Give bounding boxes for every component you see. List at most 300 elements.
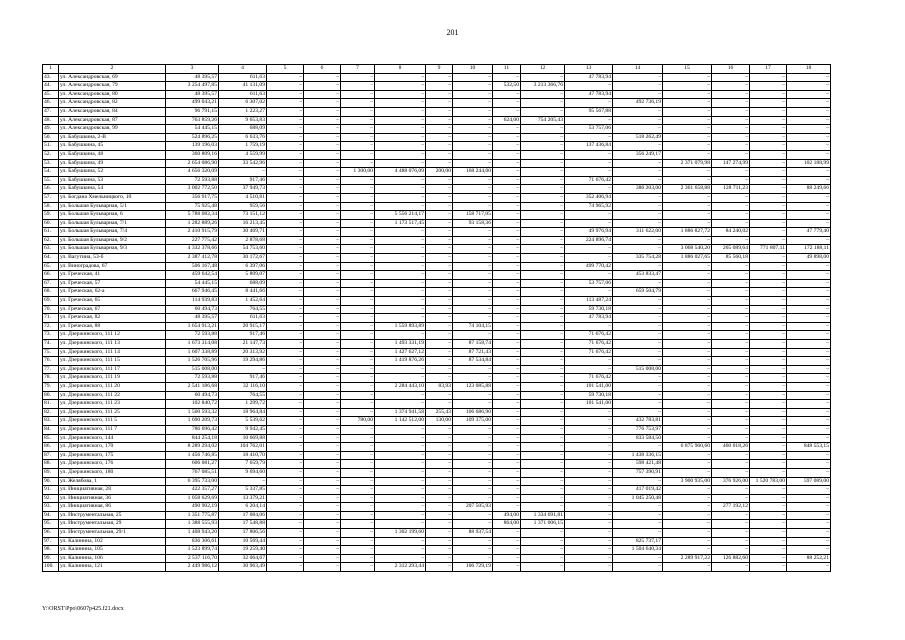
amount-cell: – [304, 357, 341, 366]
amount-cell: – [453, 99, 493, 108]
amount-cell: 32 064,67 [219, 554, 267, 563]
amount-cell: – [375, 176, 426, 185]
row-number-cell: 59. [43, 211, 59, 220]
amount-cell: – [341, 546, 375, 555]
amount-cell: 1 173 517,45 [375, 219, 426, 228]
amount-cell: – [267, 90, 304, 99]
row-number-cell: 57. [43, 193, 59, 202]
amount-cell: – [712, 486, 750, 495]
amount-cell: 1 408 943,20 [166, 529, 219, 538]
amount-cell: – [750, 520, 787, 529]
amount-cell: – [375, 365, 426, 374]
amount-cell: – [426, 142, 453, 151]
amount-cell: – [341, 288, 375, 297]
amount-cell: – [267, 297, 304, 306]
amount-cell: 492 736,19 [613, 99, 663, 108]
amount-cell: – [375, 451, 426, 460]
amount-cell: – [375, 331, 426, 340]
address-cell: ул. Бабушкина, 54 [59, 185, 166, 194]
amount-cell: – [521, 159, 565, 168]
table-row [43, 73, 831, 82]
amount-cell: – [565, 82, 613, 91]
amount-cell: – [613, 193, 663, 202]
amount-cell: – [493, 193, 521, 202]
column-number: 5 [267, 65, 304, 74]
row-number-cell: 99. [43, 554, 59, 563]
amount-cell: – [565, 477, 613, 486]
amount-cell: 1 673 314,08 [166, 340, 219, 349]
amount-cell: 265 089,64 [712, 245, 750, 254]
amount-cell: – [304, 271, 341, 280]
amount-cell: – [267, 477, 304, 486]
address-cell: ул. Дзержинского, 111 7 [59, 425, 166, 434]
amount-cell: – [663, 340, 712, 349]
amount-cell: – [493, 305, 521, 314]
amount-cell: – [375, 546, 426, 555]
amount-cell: – [663, 331, 712, 340]
amount-cell: – [493, 348, 521, 357]
amount-cell: 6 875 960,60 [663, 443, 712, 452]
amount-cell: 18 964,84 [219, 408, 267, 417]
amount-cell: – [375, 236, 426, 245]
amount-cell: – [663, 82, 712, 91]
amount-cell: – [750, 168, 787, 177]
amount-cell: – [453, 176, 493, 185]
amount-cell: – [426, 99, 453, 108]
amount-cell: – [787, 211, 831, 220]
amount-cell: – [565, 408, 613, 417]
amount-cell: – [375, 82, 426, 91]
amount-cell: – [565, 503, 613, 512]
amount-cell: – [493, 271, 521, 280]
amount-cell: – [375, 107, 426, 116]
amount-cell: 102 188,99 [787, 159, 831, 168]
amount-cell: – [712, 537, 750, 546]
amount-cell: – [712, 391, 750, 400]
amount-cell: – [341, 99, 375, 108]
amount-cell: – [453, 228, 493, 237]
amount-cell: – [304, 142, 341, 151]
amount-cell: – [787, 417, 831, 426]
amount-cell: – [663, 219, 712, 228]
address-cell: ул. Большая Бульварная, 6 [59, 211, 166, 220]
amount-cell: 20 915,17 [219, 322, 267, 331]
amount-cell: – [341, 520, 375, 529]
amount-cell: – [787, 425, 831, 434]
amount-cell: – [565, 168, 613, 177]
address-cell: ул. Инструментальная, 29 [59, 520, 166, 529]
amount-cell: – [521, 150, 565, 159]
row-number-cell: 66. [43, 271, 59, 280]
amount-cell: – [341, 529, 375, 538]
amount-cell: – [750, 451, 787, 460]
amount-cell: – [750, 365, 787, 374]
amount-cell: 47 783,94 [565, 73, 613, 82]
amount-cell: – [750, 511, 787, 520]
amount-cell: 95 567,88 [565, 107, 613, 116]
amount-cell: – [493, 219, 521, 228]
amount-cell: – [426, 503, 453, 512]
amount-cell: – [613, 176, 663, 185]
amount-cell: – [787, 219, 831, 228]
amount-cell: 72 593,88 [166, 331, 219, 340]
amount-cell: – [453, 443, 493, 452]
amount-cell: 2 387 412,78 [166, 254, 219, 263]
row-number-cell: 68. [43, 288, 59, 297]
amount-cell: – [267, 425, 304, 434]
amount-cell: – [453, 520, 493, 529]
amount-cell: – [613, 279, 663, 288]
amount-cell: – [663, 271, 712, 280]
amount-cell: – [341, 159, 375, 168]
amount-cell: – [493, 202, 521, 211]
amount-cell: – [304, 408, 341, 417]
amount-cell: – [375, 297, 426, 306]
row-number-cell: 98. [43, 546, 59, 555]
address-cell: ул. Греческая, 65 [59, 297, 166, 306]
amount-cell: – [787, 279, 831, 288]
amount-cell: – [565, 219, 613, 228]
amount-cell: – [304, 546, 341, 555]
amount-cell: – [426, 468, 453, 477]
amount-cell: – [426, 107, 453, 116]
amount-cell: – [304, 288, 341, 297]
amount-cell: 2 289 917,22 [663, 554, 712, 563]
table-row [43, 520, 831, 529]
amount-cell: – [750, 417, 787, 426]
amount-cell: 780,00 [341, 417, 375, 426]
amount-cell: – [493, 382, 521, 391]
amount-cell: – [521, 357, 565, 366]
amount-cell: – [521, 90, 565, 99]
address-cell: ул. Желябова, 1 [59, 477, 166, 486]
table-row [43, 460, 831, 469]
table-row [43, 537, 831, 546]
amount-cell: – [267, 554, 304, 563]
amount-cell: – [267, 82, 304, 91]
amount-cell: 7 659,79 [219, 460, 267, 469]
table-row [43, 511, 831, 520]
amount-cell: 490 902,19 [166, 503, 219, 512]
amount-cell: – [663, 90, 712, 99]
amount-cell: – [750, 193, 787, 202]
amount-cell: – [453, 271, 493, 280]
amount-cell: 49 976,94 [565, 228, 613, 237]
row-number-cell: 63. [43, 245, 59, 254]
amount-cell: – [304, 451, 341, 460]
amount-cell: – [375, 133, 426, 142]
amount-cell: – [613, 331, 663, 340]
amount-cell: – [341, 133, 375, 142]
amount-cell: – [375, 125, 426, 134]
amount-cell: – [663, 322, 712, 331]
amount-cell: – [663, 468, 712, 477]
amount-cell: – [521, 142, 565, 151]
column-number: 3 [166, 65, 219, 74]
amount-cell: – [493, 537, 521, 546]
amount-cell: – [267, 150, 304, 159]
amount-cell: – [453, 331, 493, 340]
amount-cell: – [426, 279, 453, 288]
table-row [43, 374, 831, 383]
row-number-cell: 55. [43, 176, 59, 185]
amount-cell: – [787, 297, 831, 306]
amount-cell: 848 553,15 [787, 443, 831, 452]
amount-cell: – [304, 314, 341, 323]
amount-cell: 87 534,84 [453, 357, 493, 366]
amount-cell: – [493, 211, 521, 220]
amount-cell: – [712, 314, 750, 323]
amount-cell: – [565, 443, 613, 452]
amount-cell: 30 469,71 [219, 228, 267, 237]
row-number-cell: 72. [43, 322, 59, 331]
amount-cell: – [712, 563, 750, 572]
amount-cell: – [304, 322, 341, 331]
amount-cell: – [663, 391, 712, 400]
amount-cell: – [613, 82, 663, 91]
amount-cell: – [426, 150, 453, 159]
amount-cell: – [663, 288, 712, 297]
amount-cell: – [712, 133, 750, 142]
amount-cell: – [663, 279, 712, 288]
amount-cell: – [750, 262, 787, 271]
amount-cell: 5 539,62 [219, 417, 267, 426]
amount-cell: – [267, 357, 304, 366]
amount-cell: 1 452,64 [219, 297, 267, 306]
amount-cell: – [267, 245, 304, 254]
amount-cell: – [787, 503, 831, 512]
amount-cell: – [453, 279, 493, 288]
row-number-cell: 82. [43, 408, 59, 417]
table-row [43, 142, 831, 151]
amount-cell: – [375, 202, 426, 211]
amount-cell: – [453, 142, 493, 151]
row-number-cell: 92. [43, 494, 59, 503]
amount-cell: – [375, 193, 426, 202]
amount-cell: – [453, 193, 493, 202]
amount-cell: 1 559 893,89 [375, 322, 426, 331]
amount-cell: 417 019,42 [613, 486, 663, 495]
amount-cell: – [341, 314, 375, 323]
amount-cell: – [375, 305, 426, 314]
amount-cell: – [267, 159, 304, 168]
amount-cell: – [341, 322, 375, 331]
amount-cell: – [787, 176, 831, 185]
amount-cell: 2 541 186,68 [166, 382, 219, 391]
amount-cell: – [712, 150, 750, 159]
amount-cell: – [304, 468, 341, 477]
table-row [43, 425, 831, 434]
amount-cell: – [267, 176, 304, 185]
amount-cell: 499 770,42 [565, 262, 613, 271]
amount-cell: – [267, 133, 304, 142]
amount-cell: 4 488 076,09 [375, 168, 426, 177]
address-cell: ул. Инструментальная, 25 [59, 511, 166, 520]
amount-cell: 13 379,21 [219, 494, 267, 503]
amount-cell: – [663, 348, 712, 357]
amount-cell: – [750, 486, 787, 495]
amount-cell: – [663, 116, 712, 125]
amount-cell: – [426, 348, 453, 357]
address-cell: ул. Дзержинского, 111 20 [59, 382, 166, 391]
amount-cell: – [787, 434, 831, 443]
amount-cell: – [304, 150, 341, 159]
amount-cell: – [375, 90, 426, 99]
amount-cell: – [663, 142, 712, 151]
amount-cell: 6 633,76 [219, 133, 267, 142]
amount-cell: – [712, 305, 750, 314]
amount-cell: 37 949,73 [219, 185, 267, 194]
table-row [43, 494, 831, 503]
amount-cell: – [521, 262, 565, 271]
amount-cell: – [750, 322, 787, 331]
amount-cell: – [267, 443, 304, 452]
amount-cell: – [750, 219, 787, 228]
amount-cell: – [267, 236, 304, 245]
amount-cell: – [750, 185, 787, 194]
amount-cell: – [453, 159, 493, 168]
amount-cell: 917,46 [219, 374, 267, 383]
amount-cell: 1 493 331,19 [375, 340, 426, 349]
amount-cell: – [712, 73, 750, 82]
address-cell: ул. Греческая, 41 [59, 271, 166, 280]
amount-cell: – [613, 236, 663, 245]
amount-cell: – [267, 262, 304, 271]
amount-cell: 3 254 497,85 [166, 82, 219, 91]
amount-cell: – [453, 494, 493, 503]
amount-cell: 47 783,94 [565, 90, 613, 99]
amount-cell: 200,00 [426, 168, 453, 177]
amount-cell: – [304, 99, 341, 108]
amount-cell: – [613, 408, 663, 417]
amount-cell: – [426, 271, 453, 280]
amount-cell: – [375, 554, 426, 563]
amount-cell: 9 942,45 [219, 425, 267, 434]
amount-cell: – [613, 245, 663, 254]
amount-cell: – [341, 245, 375, 254]
amount-cell: – [375, 279, 426, 288]
amount-cell: – [493, 279, 521, 288]
amount-cell: 48 395,57 [166, 90, 219, 99]
amount-cell: 30 172,67 [219, 254, 267, 263]
amount-cell: – [663, 202, 712, 211]
amount-cell: 106 686,90 [453, 408, 493, 417]
amount-cell: – [787, 288, 831, 297]
amount-cell: – [341, 400, 375, 409]
amount-cell: – [341, 150, 375, 159]
amount-cell: 1 504 640,34 [613, 546, 663, 555]
amount-cell: 3 068 540,20 [663, 245, 712, 254]
amount-cell: – [521, 434, 565, 443]
amount-cell: – [787, 90, 831, 99]
amount-cell: – [493, 322, 521, 331]
amount-cell: – [565, 520, 613, 529]
amount-cell: 227 775,42 [166, 236, 219, 245]
amount-cell: 606 081,27 [166, 460, 219, 469]
row-number-cell: 90. [43, 477, 59, 486]
amount-cell: – [341, 477, 375, 486]
amount-cell: 8 289 294,02 [166, 443, 219, 452]
amount-cell: – [304, 486, 341, 495]
amount-cell: 20 313,92 [219, 348, 267, 357]
amount-cell: – [341, 408, 375, 417]
row-number-cell: 75. [43, 348, 59, 357]
amount-cell: – [341, 468, 375, 477]
amount-cell: – [750, 382, 787, 391]
amount-cell: – [453, 468, 493, 477]
column-number: 8 [375, 65, 426, 74]
table-row [43, 193, 831, 202]
amount-cell: – [663, 262, 712, 271]
amount-cell: – [493, 314, 521, 323]
row-number-cell: 83. [43, 417, 59, 426]
amount-cell: – [565, 211, 613, 220]
amount-cell: – [341, 82, 375, 91]
amount-cell: – [267, 142, 304, 151]
table-row [43, 168, 831, 177]
amount-cell: – [787, 99, 831, 108]
amount-cell: – [304, 279, 341, 288]
amount-cell: – [426, 425, 453, 434]
amount-cell: – [426, 511, 453, 520]
amount-cell: – [787, 546, 831, 555]
amount-cell: – [787, 133, 831, 142]
amount-cell: – [750, 537, 787, 546]
amount-cell: – [453, 537, 493, 546]
amount-cell: – [787, 168, 831, 177]
amount-cell: – [267, 503, 304, 512]
amount-cell: 763 859,26 [166, 116, 219, 125]
amount-cell: – [750, 202, 787, 211]
amount-cell: – [304, 133, 341, 142]
amount-cell: 518 262,49 [613, 133, 663, 142]
amount-cell: 2 312 293,44 [375, 563, 426, 572]
amount-cell: – [341, 236, 375, 245]
amount-cell: 767 085,51 [166, 468, 219, 477]
amount-cell: – [426, 322, 453, 331]
amount-cell: – [493, 365, 521, 374]
amount-cell: – [613, 554, 663, 563]
amount-cell: – [341, 116, 375, 125]
table-row [43, 563, 831, 572]
amount-cell: 864,00 [493, 520, 521, 529]
amount-cell: – [304, 494, 341, 503]
amount-cell: – [304, 211, 341, 220]
amount-cell: – [613, 90, 663, 99]
amount-cell: – [712, 262, 750, 271]
amount-cell: 101 541,00 [565, 400, 613, 409]
amount-cell: – [426, 340, 453, 349]
amount-cell: – [219, 365, 267, 374]
amount-cell: – [267, 168, 304, 177]
table-row [43, 219, 831, 228]
amount-cell: – [565, 425, 613, 434]
amount-cell: – [426, 133, 453, 142]
amount-cell: – [521, 202, 565, 211]
amount-cell: – [341, 297, 375, 306]
amount-cell: 17 548,88 [219, 520, 267, 529]
amount-cell: – [267, 400, 304, 409]
amount-cell: – [750, 374, 787, 383]
amount-cell: – [375, 434, 426, 443]
amount-cell: – [426, 546, 453, 555]
row-number-cell: 76. [43, 357, 59, 366]
amount-cell: 207 505,93 [453, 503, 493, 512]
amount-cell: – [712, 107, 750, 116]
amount-cell: – [750, 468, 787, 477]
row-number-cell: 81. [43, 400, 59, 409]
address-cell: ул. Александровская, 99 [59, 125, 166, 134]
